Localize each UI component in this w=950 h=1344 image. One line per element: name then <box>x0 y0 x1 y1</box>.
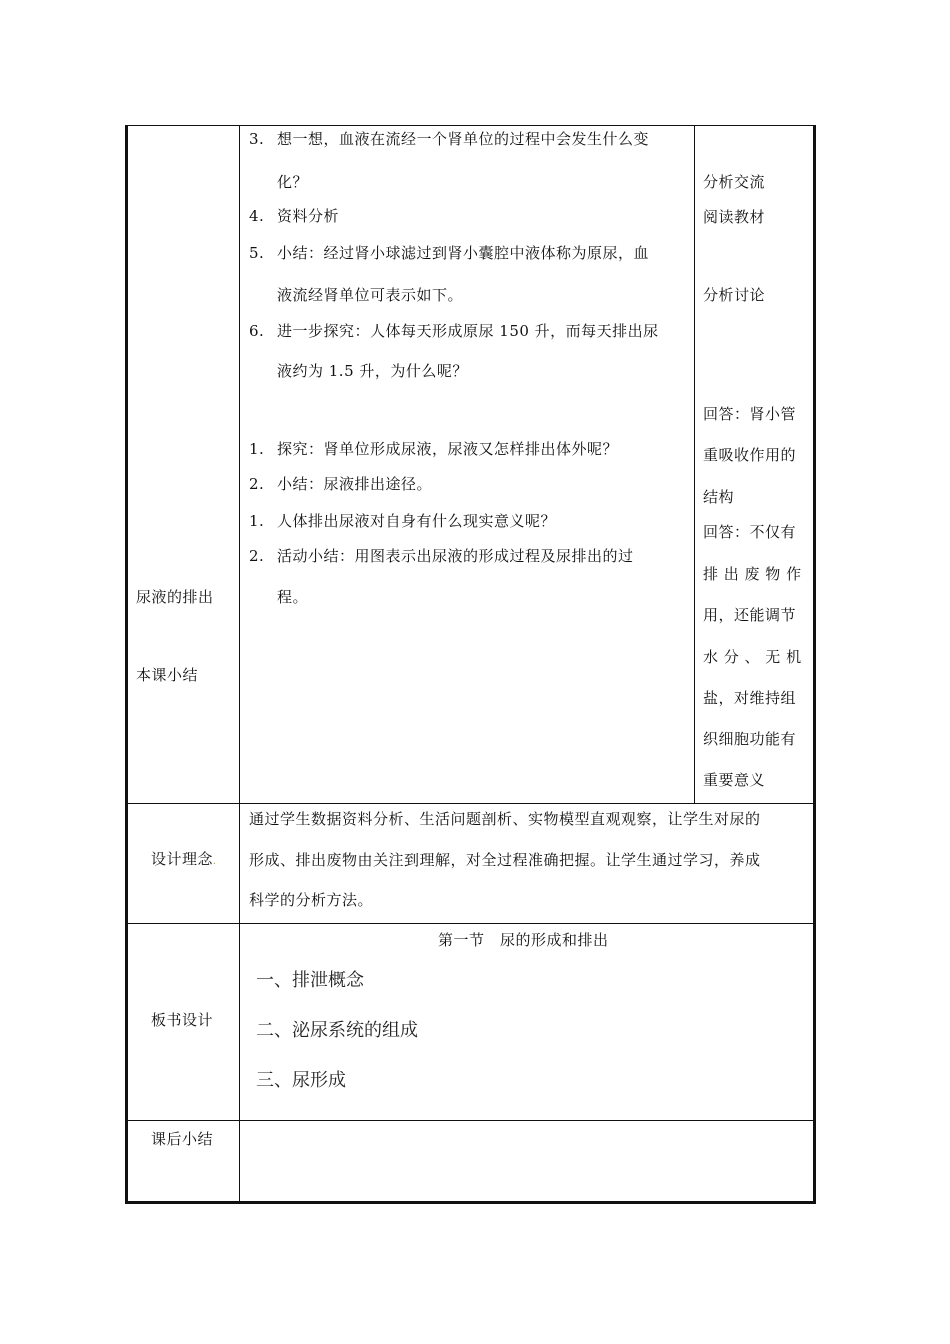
label-design-concept-text: 设计理念 <box>151 850 214 868</box>
item-number: 2. <box>249 475 265 493</box>
student-activity-line: 阅读教材 <box>703 208 766 226</box>
student-activity-line: 分析讨论 <box>703 286 766 304</box>
student-activity-line: 排 出 废 物 作 <box>703 565 802 583</box>
board-item: 三、尿形成 <box>256 1070 346 1091</box>
item-number: 1. <box>249 440 265 458</box>
item-number: 6. <box>249 322 265 340</box>
item-text: 人体排出尿液对自身有什么现实意义呢？ <box>277 512 557 530</box>
item-text: 资料分析 <box>277 207 340 225</box>
teaching-item <box>249 586 308 607</box>
teaching-item <box>249 473 432 494</box>
design-concept-line: 形成、排出废物由关注到理解，对全过程准确把握。让学生通过学习，养成 <box>249 851 761 869</box>
item-text: 进一步探究：人体每天形成原尿 150 升，而每天排出尿 <box>277 322 659 340</box>
col-divider-1 <box>239 125 240 1204</box>
teaching-item <box>249 510 556 531</box>
board-title: 第一节 尿的形成和排出 <box>438 931 609 949</box>
item-text: 液约为 1.5 升，为什么呢？ <box>277 362 468 380</box>
student-activity-line: 重吸收作用的 <box>703 446 797 464</box>
row-divider-2 <box>125 923 816 924</box>
teaching-item <box>249 128 649 149</box>
student-activity-line: 用，还能调节 <box>703 606 797 624</box>
item-number: 4. <box>249 207 265 225</box>
teaching-item <box>249 545 634 566</box>
design-concept-line: 科学的分析方法。 <box>249 891 374 909</box>
label-board-design: 板书设计 <box>151 1011 214 1029</box>
design-concept-line: 通过学生数据资料分析、生活问题剖析、实物模型直观观察，让学生对尿的 <box>249 810 761 828</box>
teaching-item <box>249 360 468 381</box>
teaching-item <box>249 242 649 263</box>
item-text: 小结：尿液排出途径。 <box>277 475 433 493</box>
student-activity-line: 织细胞功能有 <box>703 730 797 748</box>
item-number: 3. <box>249 130 265 148</box>
item-text: 活动小结：用图表示出尿液的形成过程及尿排出的过 <box>277 547 634 565</box>
item-text: 程。 <box>277 588 309 606</box>
item-text: 想一想，血液在流经一个肾单位的过程中会发生什么变 <box>277 130 650 148</box>
board-item: 二、泌尿系统的组成 <box>256 1020 418 1041</box>
teaching-item <box>249 205 339 226</box>
student-activity-line: 盐，对维持组 <box>703 689 797 707</box>
item-number: 1. <box>249 512 265 530</box>
label-design-concept: 设计理念. <box>151 850 217 868</box>
teaching-item <box>249 320 659 341</box>
item-text: 小结：经过肾小球滤过到肾小囊腔中液体称为原尿，血 <box>277 244 650 262</box>
teaching-item <box>249 284 463 305</box>
col-divider-2 <box>694 125 695 803</box>
row-divider-1 <box>125 803 816 804</box>
item-text: 液流经肾单位可表示如下。 <box>277 286 464 304</box>
student-activity-line: 回答：肾小管 <box>703 405 797 423</box>
student-activity-line: 分析交流 <box>703 173 766 191</box>
row-divider-3 <box>125 1120 816 1121</box>
item-number: 5. <box>249 244 265 262</box>
item-number: 2. <box>249 547 265 565</box>
teaching-item <box>249 171 308 192</box>
student-activity-line: 水 分 、 无 机 <box>703 648 802 666</box>
teaching-item <box>249 438 618 459</box>
student-activity-line: 回答：不仅有 <box>703 523 797 541</box>
item-text: 探究：肾单位形成尿液，尿液又怎样排出体外呢？ <box>277 440 619 458</box>
board-item: 一、排泄概念 <box>256 970 364 991</box>
label-urine-excretion: 尿液的排出 <box>136 588 214 606</box>
item-text: 化？ <box>277 173 309 191</box>
student-activity-line: 重要意义 <box>703 771 766 789</box>
label-lesson-summary: 本课小结 <box>136 666 199 684</box>
student-activity-line: 结构 <box>703 488 735 506</box>
label-after-class: 课后小结 <box>151 1130 214 1148</box>
